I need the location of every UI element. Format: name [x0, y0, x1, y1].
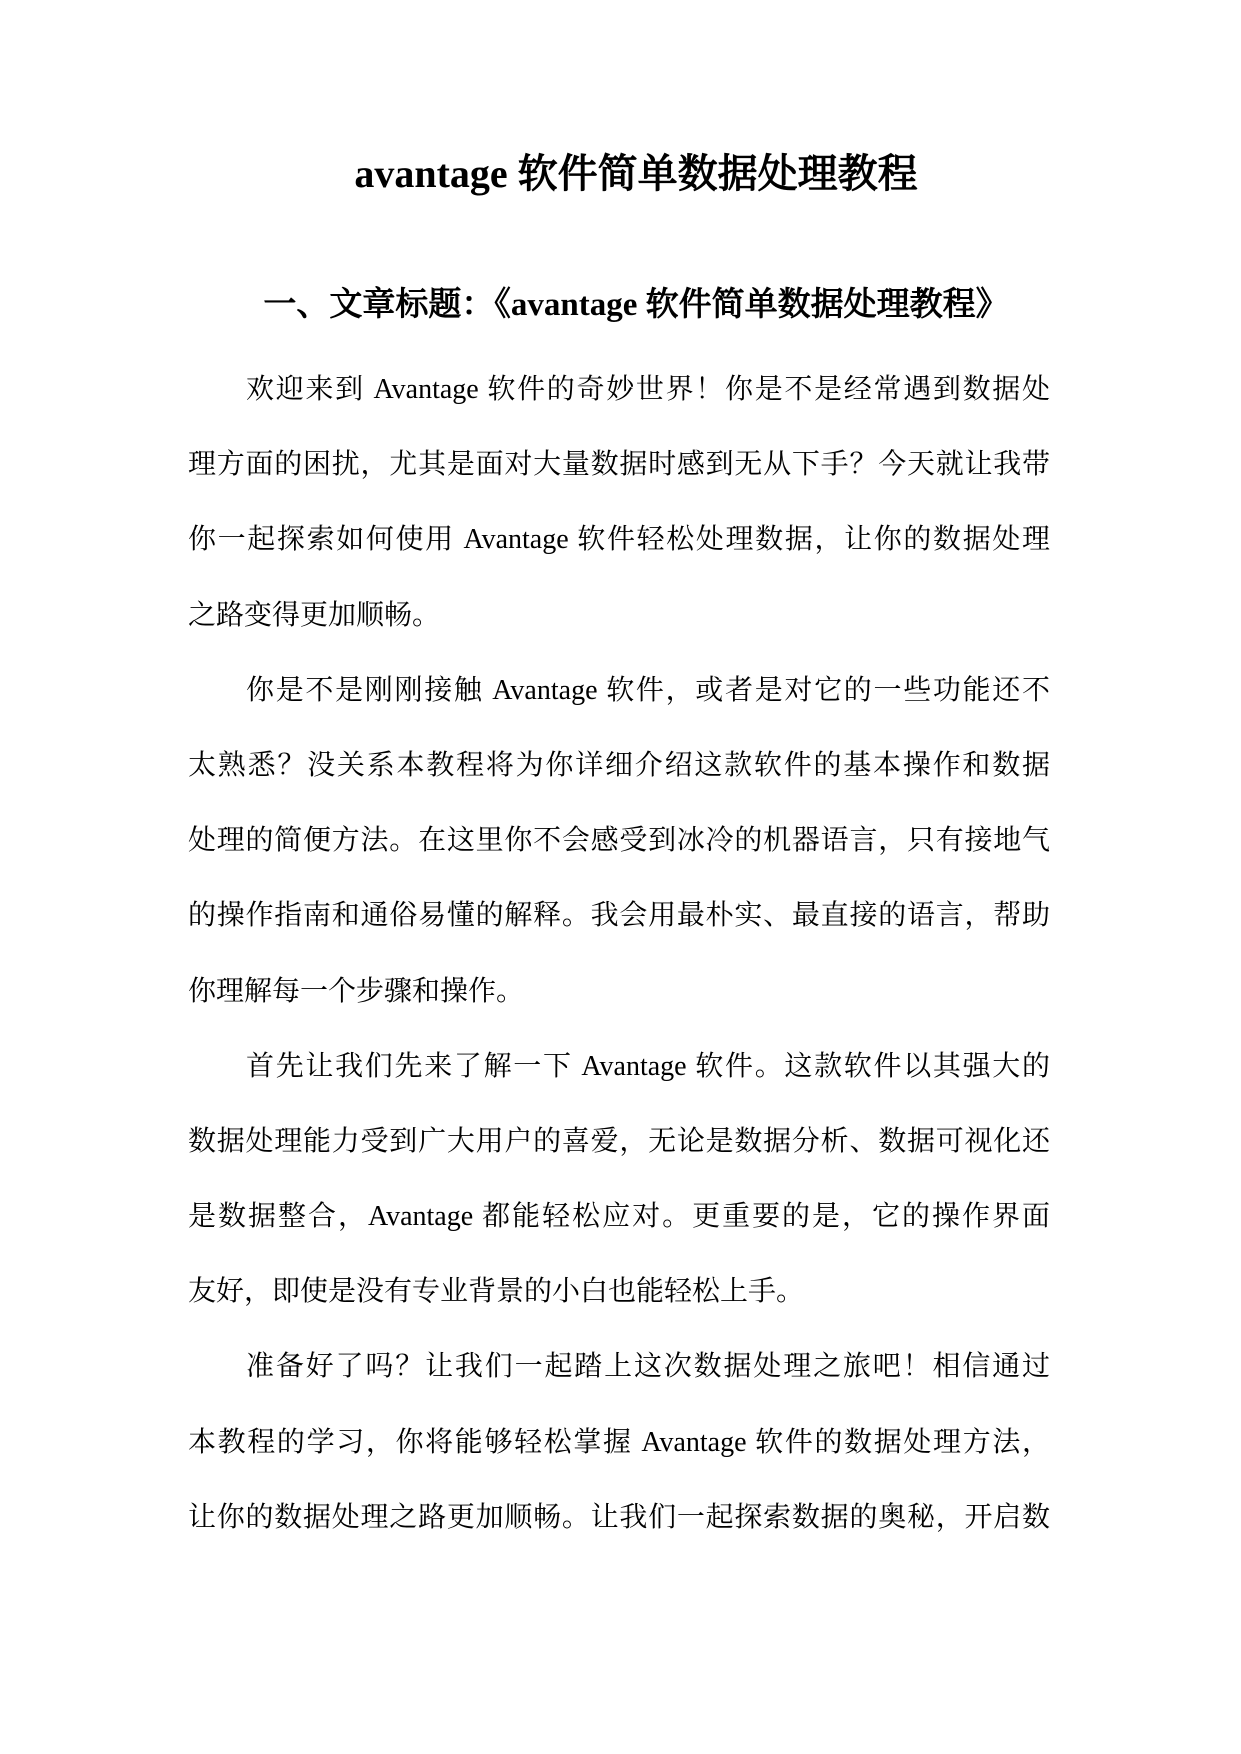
text-line: 的操作指南和通俗易懂的解释。我会用最朴实、最直接的语言，帮助: [188, 900, 1050, 932]
document-body: [188, 352, 1050, 1555]
document-title: avantage 软件简单数据处理教程: [354, 151, 918, 196]
paragraph-2: [188, 653, 1050, 1029]
text-line: 你一起探索如何使用 Avantage 软件轻松处理数据，让你的数据处理: [188, 524, 1050, 556]
text-line: 友好，即使是没有专业背景的小白也能轻松上手。: [188, 1276, 805, 1308]
text-line: 之路变得更加顺畅。: [188, 599, 441, 631]
paragraph-3: [188, 1029, 1050, 1330]
text-line: 准备好了吗？让我们一起踏上这次数据处理之旅吧！相信通过: [246, 1351, 1050, 1383]
text-line: 处理的简便方法。在这里你不会感受到冰冷的机器语言，只有接地气: [188, 825, 1050, 857]
text-line: 理方面的困扰，尤其是面对大量数据时感到无从下手？今天就让我带: [188, 449, 1050, 481]
text-line: 本教程的学习，你将能够轻松掌握 Avantage 软件的数据处理方法，: [188, 1426, 1050, 1458]
text-line: 让你的数据处理之路更加顺畅。让我们一起探索数据的奥秘，开启数: [188, 1501, 1050, 1533]
text-line: 首先让我们先来了解一下 Avantage 软件。这款软件以其强大的: [246, 1050, 1050, 1082]
paragraph-1: [188, 352, 1050, 653]
text-line: 太熟悉？没关系本教程将为你详细介绍这款软件的基本操作和数据: [188, 749, 1050, 781]
text-line: 你是不是刚刚接触 Avantage 软件，或者是对它的一些功能还不: [246, 674, 1050, 706]
text-line: 是数据整合，Avantage 都能轻松应对。更重要的是，它的操作界面: [188, 1201, 1050, 1233]
section-heading: 一、文章标题：《avantage 软件简单数据处理教程》: [263, 287, 1009, 323]
paragraph-4: [188, 1329, 1050, 1555]
text-line: 你理解每一个步骤和操作。: [188, 975, 525, 1007]
text-line: 数据处理能力受到广大用户的喜爱，无论是数据分析、数据可视化还: [188, 1125, 1050, 1157]
text-line: 欢迎来到 Avantage 软件的奇妙世界！你是不是经常遇到数据处: [246, 374, 1050, 405]
